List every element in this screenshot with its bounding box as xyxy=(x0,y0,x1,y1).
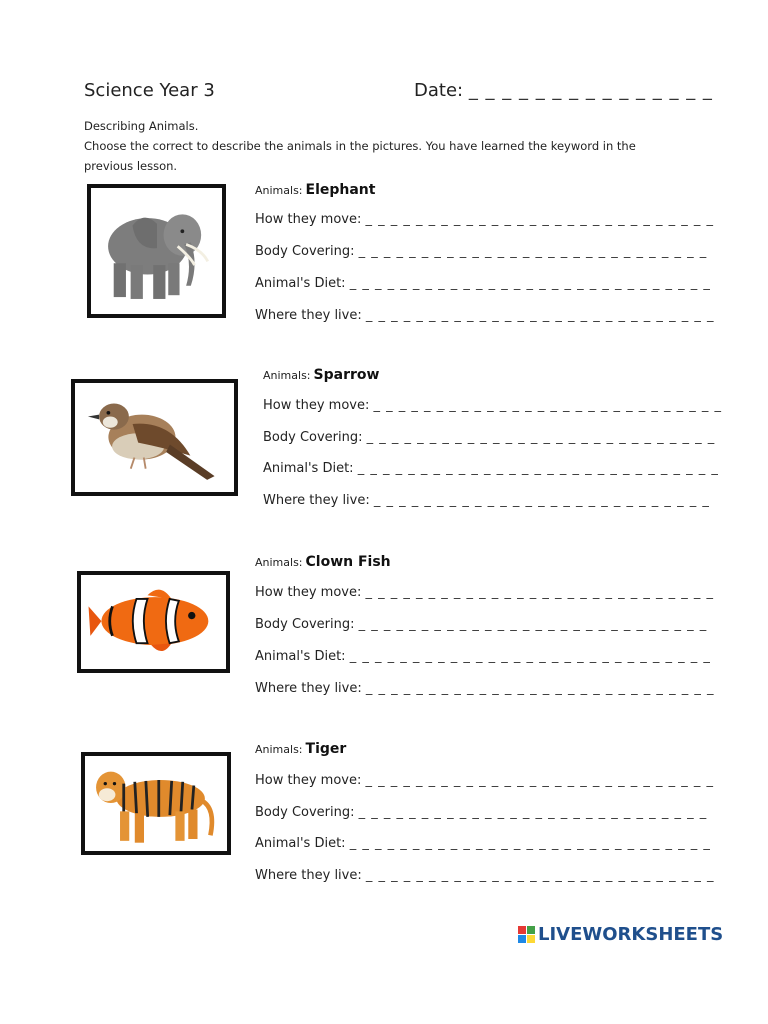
diet-blank[interactable]: _ _ _ _ _ _ _ _ _ _ _ _ _ _ _ _ _ _ _ _ _ _ _ _ _ _ _ _ _ xyxy=(349,836,711,851)
live-blank[interactable]: _ _ _ _ _ _ _ _ _ _ _ _ _ _ _ _ _ _ _ _ _ _ _ _ _ _ _ _ xyxy=(365,308,715,323)
animal-name: Sparrow xyxy=(313,367,380,383)
animal-heading xyxy=(255,741,346,757)
clown-fish-image xyxy=(77,571,230,673)
covering-field xyxy=(255,617,707,632)
instructions-text: Choose the correct to describe the animals in the pictures. You have learned the keyword in the previous lesson. xyxy=(84,139,636,173)
animal-label: Animals: xyxy=(255,743,303,756)
diet-label: Animal's Diet: xyxy=(255,649,346,664)
animal-heading xyxy=(263,367,379,383)
move-label: How they move: xyxy=(255,585,362,600)
covering-blank[interactable]: _ _ _ _ _ _ _ _ _ _ _ _ _ _ _ _ _ _ _ _ _ _ _ _ _ _ _ _ xyxy=(358,244,708,259)
page-title: Science Year 3 xyxy=(84,80,215,101)
move-field xyxy=(255,773,714,788)
live-blank[interactable]: _ _ _ _ _ _ _ _ _ _ _ _ _ _ _ _ _ _ _ _ _ _ _ _ _ _ _ _ xyxy=(365,868,715,883)
elephant-image xyxy=(87,184,226,318)
sparrow-icon xyxy=(75,383,234,492)
brand-name: LIVEWORKSHEETS xyxy=(538,924,724,945)
tiger-icon xyxy=(85,756,227,851)
move-label: How they move: xyxy=(255,212,362,227)
sparrow-image xyxy=(71,379,238,496)
diet-blank[interactable]: _ _ _ _ _ _ _ _ _ _ _ _ _ _ _ _ _ _ _ _ _ _ _ _ _ _ _ _ _ xyxy=(349,276,711,291)
move-label: How they move: xyxy=(263,398,370,413)
live-blank[interactable]: _ _ _ _ _ _ _ _ _ _ _ _ _ _ _ _ _ _ _ _ _ _ _ _ _ _ _ xyxy=(373,493,710,508)
tiger-image xyxy=(81,752,231,855)
animal-label: Animals: xyxy=(255,556,303,569)
diet-blank[interactable]: _ _ _ _ _ _ _ _ _ _ _ _ _ _ _ _ _ _ _ _ _ _ _ _ _ _ _ _ _ xyxy=(357,461,719,476)
animal-name: Elephant xyxy=(305,182,376,198)
covering-field xyxy=(255,244,707,259)
live-label: Where they live: xyxy=(255,868,362,883)
live-blank[interactable]: _ _ _ _ _ _ _ _ _ _ _ _ _ _ _ _ _ _ _ _ _ _ _ _ _ _ _ _ xyxy=(365,681,715,696)
date-field xyxy=(414,80,713,101)
diet-field xyxy=(255,276,711,291)
covering-blank[interactable]: _ _ _ _ _ _ _ _ _ _ _ _ _ _ _ _ _ _ _ _ _ _ _ _ _ _ _ _ xyxy=(358,805,708,820)
live-label: Where they live: xyxy=(255,681,362,696)
move-blank[interactable]: _ _ _ _ _ _ _ _ _ _ _ _ _ _ _ _ _ _ _ _ _ _ _ _ _ _ _ _ xyxy=(373,398,723,413)
diet-label: Animal's Diet: xyxy=(255,276,346,291)
covering-blank[interactable]: _ _ _ _ _ _ _ _ _ _ _ _ _ _ _ _ _ _ _ _ _ _ _ _ _ _ _ _ xyxy=(358,617,708,632)
move-blank[interactable]: _ _ _ _ _ _ _ _ _ _ _ _ _ _ _ _ _ _ _ _ _ _ _ _ _ _ _ _ xyxy=(365,585,715,600)
clown-fish-icon xyxy=(81,575,226,669)
instructions xyxy=(84,116,684,176)
live-label: Where they live: xyxy=(255,308,362,323)
covering-field xyxy=(263,430,715,445)
move-field xyxy=(255,585,714,600)
move-blank[interactable]: _ _ _ _ _ _ _ _ _ _ _ _ _ _ _ _ _ _ _ _ _ _ _ _ _ _ _ _ xyxy=(365,773,715,788)
live-field xyxy=(255,681,714,696)
move-field xyxy=(255,212,714,227)
animal-heading xyxy=(255,182,375,198)
instructions-heading: Describing Animals. xyxy=(84,119,199,133)
covering-blank[interactable]: _ _ _ _ _ _ _ _ _ _ _ _ _ _ _ _ _ _ _ _ _ _ _ _ _ _ _ _ xyxy=(366,430,716,445)
date-blank[interactable]: _ _ _ _ _ _ _ _ _ _ _ _ _ _ _ xyxy=(468,80,713,101)
animal-name: Tiger xyxy=(305,741,347,757)
covering-label: Body Covering: xyxy=(255,617,355,632)
move-label: How they move: xyxy=(255,773,362,788)
liveworksheets-logo xyxy=(518,924,723,945)
animal-name: Clown Fish xyxy=(305,554,391,570)
liveworksheets-logo-icon xyxy=(518,926,535,943)
diet-blank[interactable]: _ _ _ _ _ _ _ _ _ _ _ _ _ _ _ _ _ _ _ _ _ _ _ _ _ _ _ _ _ xyxy=(349,649,711,664)
live-field xyxy=(263,493,710,508)
covering-label: Body Covering: xyxy=(255,244,355,259)
covering-label: Body Covering: xyxy=(263,430,363,445)
elephant-icon xyxy=(91,188,222,314)
diet-label: Animal's Diet: xyxy=(263,461,354,476)
animal-label: Animals: xyxy=(255,184,303,197)
live-field xyxy=(255,308,714,323)
move-field xyxy=(263,398,722,413)
move-blank[interactable]: _ _ _ _ _ _ _ _ _ _ _ _ _ _ _ _ _ _ _ _ _ _ _ _ _ _ _ _ xyxy=(365,212,715,227)
diet-field xyxy=(255,836,711,851)
live-field xyxy=(255,868,714,883)
date-label: Date: xyxy=(414,80,464,101)
covering-field xyxy=(255,805,707,820)
diet-field xyxy=(255,649,711,664)
animal-heading xyxy=(255,554,391,570)
live-label: Where they live: xyxy=(263,493,370,508)
covering-label: Body Covering: xyxy=(255,805,355,820)
diet-label: Animal's Diet: xyxy=(255,836,346,851)
diet-field xyxy=(263,461,719,476)
animal-label: Animals: xyxy=(263,369,311,382)
